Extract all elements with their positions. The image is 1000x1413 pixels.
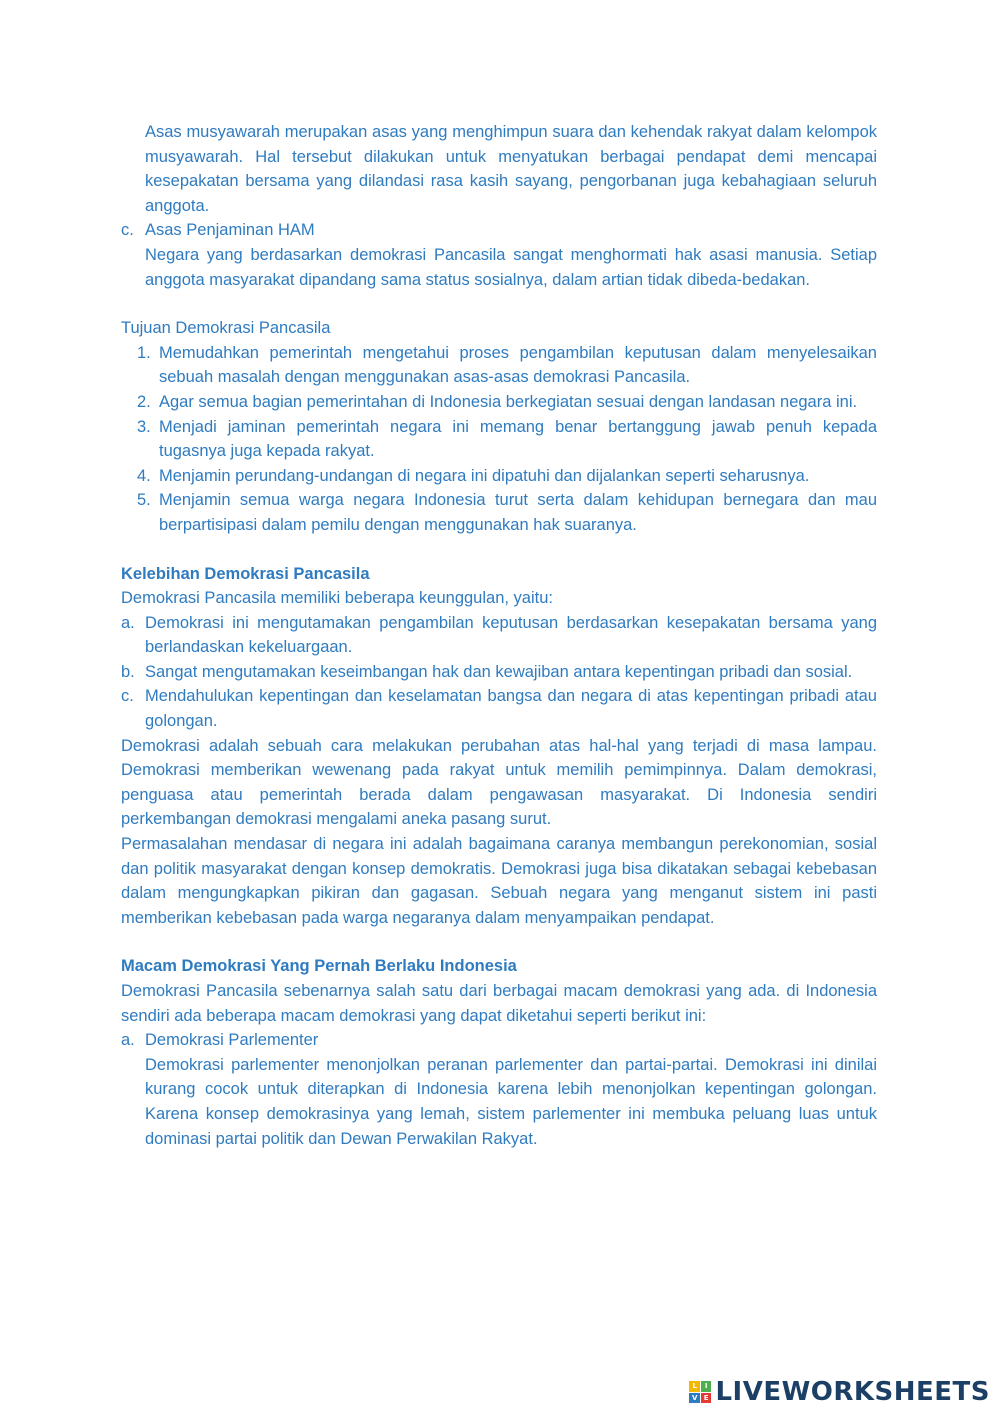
asas-c-title: Asas Penjaminan HAM (145, 221, 315, 240)
parlementer-paragraph: Demokrasi parlementer menonjolkan peranan parlementer dan partai-partai. Demokrasi ini dinilai kurang cocok untuk diterapkan di Indonesia karena lebih menonjolkan kepentingan golongan. Karena konsep demokrasinya yang lemah, sistem parlementer ini membuka peluang luas untuk dominasi partai politik dan Dewan Perwakilan Rakyat. (145, 1055, 877, 1148)
list-marker: a. (121, 613, 135, 632)
logo-tile-i: I (701, 1381, 712, 1392)
list-marker: 2. (137, 392, 151, 411)
list-item-text: Menjadi jaminan pemerintah negara ini memang benar bertanggung jawab penuh kepada tugasnya juga kepada rakyat. (159, 417, 877, 461)
kelebihan-heading: Kelebihan Demokrasi Pancasila (121, 564, 370, 583)
list-marker: a. (121, 1031, 135, 1050)
demokrasi-paragraph: Demokrasi adalah sebuah cara melakukan perubahan atas hal-hal yang terjadi di masa lampau. Demokrasi memberikan wewenang pada rakyat untuk memilih pemimpinnya. Dalam demokrasi, penguasa atau pemerintah berada dalam pengawasan masyarakat. Di Indonesia sendiri perkembangan demokrasi mengalami aneka pasang surut. (121, 736, 877, 829)
asas-musyawarah-paragraph: Asas musyawarah merupakan asas yang menghimpun suara dan kehendak rakyat dalam kelompok musyawarah. Hal tersebut dilakukan untuk menyatukan berbagai pendapat demi mencapai kesepakatan bersama yang dilandasi rasa kasih sayang, pengorbanan juga kebahagiaan seluruh anggota. (145, 123, 877, 215)
list-item (121, 611, 877, 660)
permasalahan-paragraph: Permasalahan mendasar di negara ini adalah bagaimana caranya membangun perekonomian, sosial dan politik masyarakat dengan konsep demokratis. Demokrasi juga bisa dikatakan sebagai kebebasan dalam mengungkapkan pikiran dan gagasan. Sebuah negara yang menganut sistem ini pasti memberikan kebebasan pada warga negaranya dalam menyampaikan pendapat. (121, 835, 877, 927)
list-marker: 5. (137, 491, 151, 510)
list-item-text: Menjamin semua warga negara Indonesia turut serta dalam kehidupan bernegara dan mau berpartisipasi dalam pemilu dengan menggunakan hak suaranya. (159, 491, 877, 534)
macam-heading: Macam Demokrasi Yang Pernah Berlaku Indonesia (121, 957, 517, 976)
spacer (121, 930, 877, 954)
list-marker: 3. (137, 417, 151, 436)
list-item-text: Menjamin perundang-undangan di negara ini dipatuhi dan dijalankan seperti seharusnya. (159, 466, 810, 485)
macam-intro: Demokrasi Pancasila sebenarnya salah satu dari berbagai macam demokrasi yang ada. di Indonesia sendiri ada beberapa macam demokrasi yang dapat diketahui seperti berikut ini: (121, 982, 877, 1025)
list-marker: 4. (137, 466, 151, 485)
macam-item-a (121, 1028, 877, 1053)
asas-c-paragraph: Negara yang berdasarkan demokrasi Pancasila sangat menghormati hak asasi manusia. Setiap anggota masyarakat dipandang sama status sosialnya, dalam artian tidak dibeda-bedakan. (145, 245, 877, 289)
list-item (121, 684, 877, 733)
list-item (121, 488, 877, 537)
list-item (121, 415, 877, 464)
list-marker: b. (121, 662, 135, 681)
spacer (121, 538, 877, 562)
logo-tile-v: V (689, 1393, 700, 1404)
list-item (121, 464, 877, 489)
asas-c-item (121, 218, 877, 243)
liveworksheets-logo[interactable] (689, 1377, 990, 1407)
list-item (121, 660, 877, 685)
document-body (121, 120, 877, 1151)
list-item (121, 390, 877, 415)
liveworksheets-logo-text: LIVEWORKSHEETS (715, 1377, 990, 1407)
list-item-text: Agar semua bagian pemerintahan di Indonesia berkegiatan sesuai dengan landasan negara ini. (159, 392, 858, 411)
list-item-text: Memudahkan pemerintah mengetahui proses pengambilan keputusan dalam menyelesaikan sebuah masalah dengan menggunakan asas-asas demokrasi Pancasila. (159, 343, 877, 387)
list-marker: 1. (137, 343, 151, 362)
liveworksheets-logo-icon (689, 1381, 711, 1403)
list-item-text: Mendahulukan kepentingan dan keselamatan bangsa dan negara di atas kepentingan pribadi atau golongan. (145, 687, 877, 731)
spacer (121, 292, 877, 316)
tujuan-heading: Tujuan Demokrasi Pancasila (121, 319, 331, 338)
list-marker: c. (121, 221, 134, 240)
list-item (121, 341, 877, 390)
logo-tile-e: E (701, 1393, 712, 1404)
list-marker: c. (121, 687, 134, 706)
kelebihan-intro: Demokrasi Pancasila memiliki beberapa keunggulan, yaitu: (121, 589, 553, 608)
list-item-text: Demokrasi ini mengutamakan pengambilan keputusan berdasarkan kesepakatan bersama yang berlandaskan kekeluargaan. (145, 613, 877, 657)
list-item-text: Sangat mengutamakan keseimbangan hak dan kewajiban antara kepentingan pribadi dan sosial. (145, 662, 853, 681)
logo-tile-l: L (689, 1381, 700, 1392)
macam-item-a-title: Demokrasi Parlementer (145, 1031, 319, 1050)
